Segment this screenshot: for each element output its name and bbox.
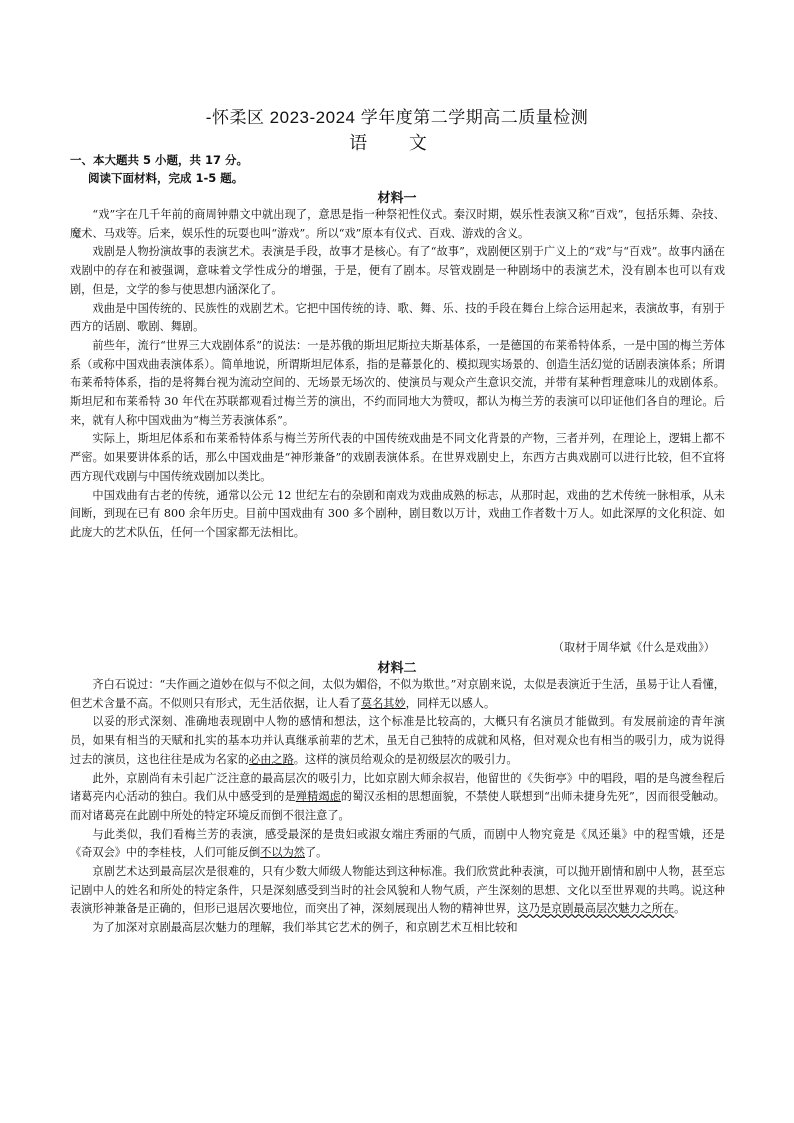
paragraph-text: ，同样无以感人。 [405,696,496,710]
material-2-paragraph [70,713,725,769]
material-1-source: （取材于周华斌《什么是戏曲》） [552,641,715,654]
section-heading: 一、本大题共 5 小题，共 17 分。 [70,153,249,167]
underlined-phrase: 不以为然 [260,846,305,860]
material-2-paragraph [70,863,725,919]
material-1-paragraph: 中国戏曲有古老的传统，通常以公元 12 世纪左右的杂剧和南戏为戏曲成熟的标志，从那时起，戏曲的艺术传统一脉相承，从未间断，到现在已有 800 余年历史。目前中国戏曲有 300 多个剧种，剧目数以万计，戏曲工作者数十万人。如此深厚的文化积淀、如此庞大的艺术队伍，任何一个国家都无法相比。 [70,488,725,539]
paragraph-text: 京剧艺术达到最高层次是很难的，只有少数大师级人物能达到这种标准。我们欣赏此种表演，可以抛开剧情和剧中人物，甚至忘记剧中人的姓名和所处的特定条件，只是深刻感受到当时的社会风貌和人物气质，产生深刻的思想、文化以至世界观的共鸣。说这种表演形神兼备是正确的，但形已退居次要地位，而突出了神，深刻展现出人物的精神世界， [70,865,725,916]
material-1-paragraph: 实际上，斯坦尼体系和布莱希特体系与梅兰芳所代表的中国传统戏曲是不同文化背景的产物，三者并列，在理论上，逻辑上都不严密。如果要讲体系的话，那么中国戏曲是“神形兼备”的戏剧表演体系。在世界戏剧史上，东西方古典戏剧可以进行比较，但不宜将西方现代戏剧与中国传统戏剧加以类比。 [70,432,725,483]
material-1-heading: 材料一 [377,191,417,206]
underlined-phrase: 莫名其妙 [360,696,406,710]
material-1-body [70,206,725,543]
material-1-paragraph: “戏”字在几千年前的商周钟鼎文中就出现了，意思是指一种祭祀性仪式。秦汉时期，娱乐性表演又称“百戏”，包括乐舞、杂技、魔术、马戏等。后来，娱乐性的玩耍也叫“游戏”。所以“戏”原本有仪式、百戏、游戏的含义。 [70,208,725,240]
underlined-phrase: 必由之路 [249,752,294,766]
material-1-paragraph: 戏曲是中国传统的、民族性的戏剧艺术。它把中国传统的诗、歌、舞、乐、技的手段在舞台上综合运用起来，表演故事，有别于西方的话剧、歌剧、舞剧。 [70,301,725,334]
material-2-paragraph [70,770,725,826]
underlined-phrase: 殚精竭虑 [295,790,341,804]
paragraph-text: 。这样的演员给观众的是初级层次的吸引力。 [293,752,518,766]
material-1-paragraph: 戏剧是人物扮演故事的表演艺术。表演是手段，故事才是核心。有了“故事”，戏剧便区别于广义上的“戏”与“百戏”。故事内涵在戏剧中的存在和被强调，意味着文学性成分的增强，于是，便有了剧本。尽管戏剧是一种剧场中的表演艺术，没有剧本也可以有戏剧，但是，文学的参与使思想内涵深化了。 [70,245,725,296]
material-2-paragraph: 为了加深对京剧最高层次魅力的理解，我们举其它艺术的例子，和京剧艺术互相比较和 [92,921,518,935]
exam-title: -怀柔区 2023-2024 学年度第二学期高二质量检测 [205,108,589,127]
paragraph-text: 。 [674,902,686,916]
subject-title: 语 文 [349,133,445,154]
paragraph-text: 此外，京剧尚有未引起广泛注意的最高层次的吸引力，比如京剧大师余叔岩，他留世的《失街亭》中的唱段，唱的是鸟渡叁程后诸葛亮内心活动的独白。我们从中感受到的是 [70,771,725,804]
paragraph-text: 了。 [304,846,328,860]
material-2-paragraph [70,826,725,863]
wavy-underlined-sentence: 这乃是京剧最高层次魅力之所在 [517,902,675,916]
paragraph-text: 以妥的形式深刻、准确地表现剧中人物的感情和想法，这个标准是比较高的，大概只有名演员才能做到。有发展前途的青年演员，如果有相当的天赋和扎实的基本功并认真继承前辈的艺术，虽无自己独特的成就和风格，但对观众也有相当的吸引力，成为说得过去的演员，这也往往是成为名家的 [70,715,725,766]
paragraph-text: 与此类似，我们看梅兰芳的表演，感受最深的是贵妇或淑女端庄秀丽的气质，而剧中人物究竟是《凤还巢》中的程雪娥，还是《奇双会》中的李桂枝，人们可能反倒 [70,827,725,860]
material-2-paragraph [70,676,725,713]
material-2-body [70,676,725,938]
material-2-heading: 材料二 [377,661,417,676]
paragraph-text: 的蜀汉丞相的思想面貌，不禁使人联想到“出师未捷身先死”，因而很受触动。而对诸葛亮在此剧中所处的特定环境反而倒不很注意了。 [70,790,725,822]
paragraph-text: 齐白石说过：“夫作画之道妙在似与不似之间，太似为媚俗，不似为欺世。”对京剧来说，太似是表演近于生活，虽易于让人看懂，但艺术含量不高。不似则只有形式，无生活依据，让人看了 [70,678,725,710]
section-instruction: 阅读下面材料，完成 1-5 题。 [88,171,244,185]
material-1-paragraph: 前些年，流行“世界三大戏剧体系”的说法：一是苏俄的斯坦尼斯拉夫斯基体系，一是德国的布莱希特体系，一是中国的梅兰芳体系（或称中国戏曲表演体系）。简单地说，所谓斯坦尼体系，指的是幕景化的、模拟现实场景的、创造生活幻觉的话剧表演体系；所谓布莱希特体系，指的是将舞台视为流动空间的、无场景无场次的、使演员与观众产生意识交流，并带有某种哲理意味儿的戏剧体系。斯坦尼和布莱希特 30 年代在苏联都观看过梅兰芳的演出，不约而同地大为赞叹，都认为梅兰芳的表演可以印证他们各自的理论。后来，就有人称中国戏曲为“梅兰芳表演体系”。 [70,338,725,427]
